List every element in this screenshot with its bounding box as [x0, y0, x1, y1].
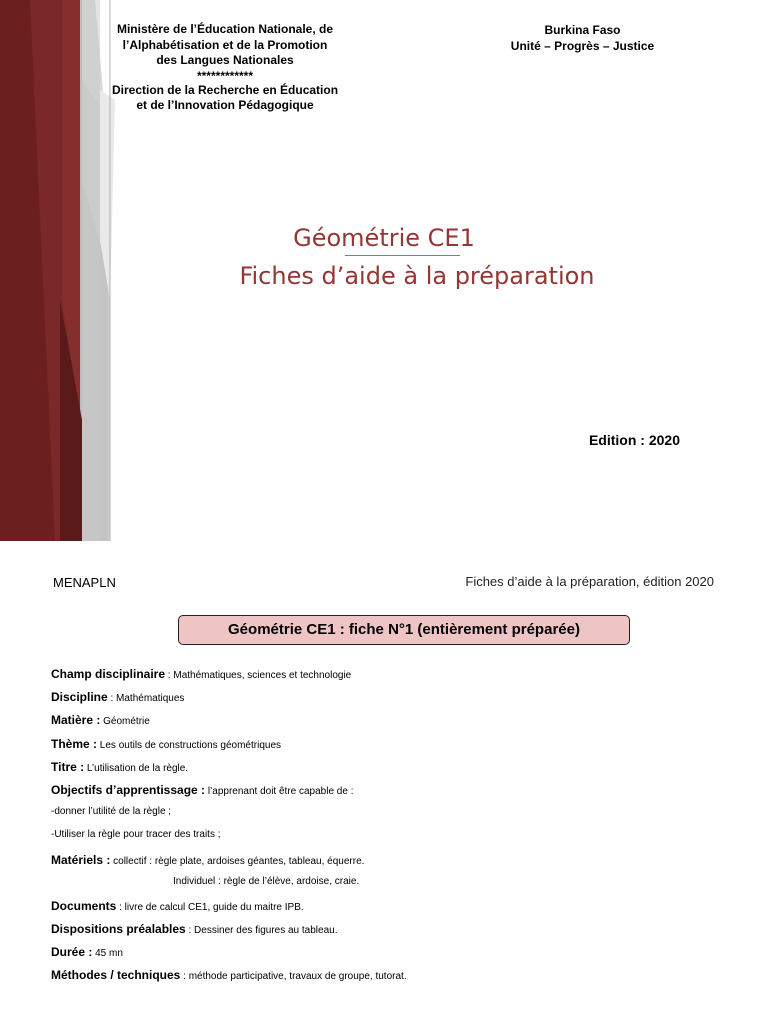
field-label: Champ disciplinaire	[51, 667, 166, 681]
field-value: Les outils de constructions géométriques	[97, 739, 282, 751]
field-value: collectif : règle plate, ardoises géantes, tableau, équerre.	[110, 855, 365, 867]
country-name: Burkina Faso	[544, 23, 621, 37]
field-row	[51, 806, 731, 829]
ministry-line: l’Alphabétisation et de la Promotion	[122, 37, 328, 52]
field-value: l’apprenant doit être capable de :	[205, 785, 354, 797]
field-label: Méthodes / techniques	[51, 968, 181, 983]
field-label: Titre :	[51, 759, 85, 774]
field-row	[51, 667, 731, 690]
cover-title-line1: Géométrie CE1	[293, 224, 475, 252]
field-label: Matière :	[51, 713, 101, 728]
field-row	[51, 853, 731, 876]
field-value: : livre de calcul CE1, guide du maitre IPB.	[116, 901, 304, 913]
field-value: -donner l’utilité de la règle ;	[51, 806, 172, 818]
field-row	[51, 968, 731, 991]
field-value: Individuel : règle de l’élève, ardoise, craie.	[173, 875, 360, 887]
direction-line: et de l’Innovation Pédagogique	[136, 98, 314, 112]
ministry-line: Ministère de l’Éducation Nationale, de	[116, 22, 334, 36]
field-row	[51, 737, 731, 760]
field-row	[51, 922, 731, 945]
ministry-block	[80, 22, 370, 114]
field-value: -Utiliser la règle pour tracer des traits ;	[51, 829, 221, 841]
field-label: Discipline	[51, 690, 108, 705]
field-row	[51, 829, 731, 852]
edition-label: Edition : 2020	[588, 432, 680, 448]
field-label: Thème :	[51, 736, 98, 751]
field-label: Documents	[51, 898, 117, 913]
direction-line: Direction de la Recherche en Éducation	[111, 82, 339, 97]
country-block	[480, 22, 685, 54]
header-right: Fiches d’aide à la préparation, édition 2020	[465, 574, 714, 589]
field-row	[51, 760, 731, 783]
field-label: Objectifs d’apprentissage :	[51, 782, 206, 797]
fiche-fields	[51, 667, 731, 992]
field-value: 45 mn	[92, 948, 123, 960]
field-value: : Dessiner des figures au tableau.	[185, 925, 338, 937]
field-row	[51, 876, 731, 899]
title-underline	[345, 255, 460, 256]
field-label: Durée :	[51, 945, 93, 960]
ministry-stars: ************	[196, 68, 254, 83]
cover-title-line2: Fiches d’aide à la préparation	[239, 262, 595, 290]
field-row	[51, 945, 731, 968]
field-row	[51, 783, 731, 806]
field-row	[51, 899, 731, 922]
field-value: : Mathématiques, sciences et technologie	[165, 670, 352, 681]
field-value: : Mathématiques	[107, 693, 185, 705]
header-left: MENAPLN	[53, 575, 116, 590]
field-label: Matériels :	[51, 852, 111, 867]
field-row	[51, 690, 731, 713]
field-value: L’utilisation de la règle.	[84, 762, 189, 774]
fiche-title: Géométrie CE1 : fiche N°1 (entièrement préparée)	[178, 615, 630, 645]
field-value: : méthode participative, travaux de groupe, tutorat.	[180, 971, 407, 983]
country-motto: Unité – Progrès – Justice	[510, 39, 655, 53]
field-label: Dispositions préalables	[51, 922, 186, 937]
field-value: Géométrie	[100, 716, 150, 728]
field-row	[51, 713, 731, 736]
ministry-line: des Langues Nationales	[156, 53, 294, 67]
fiche-page	[0, 541, 768, 1024]
